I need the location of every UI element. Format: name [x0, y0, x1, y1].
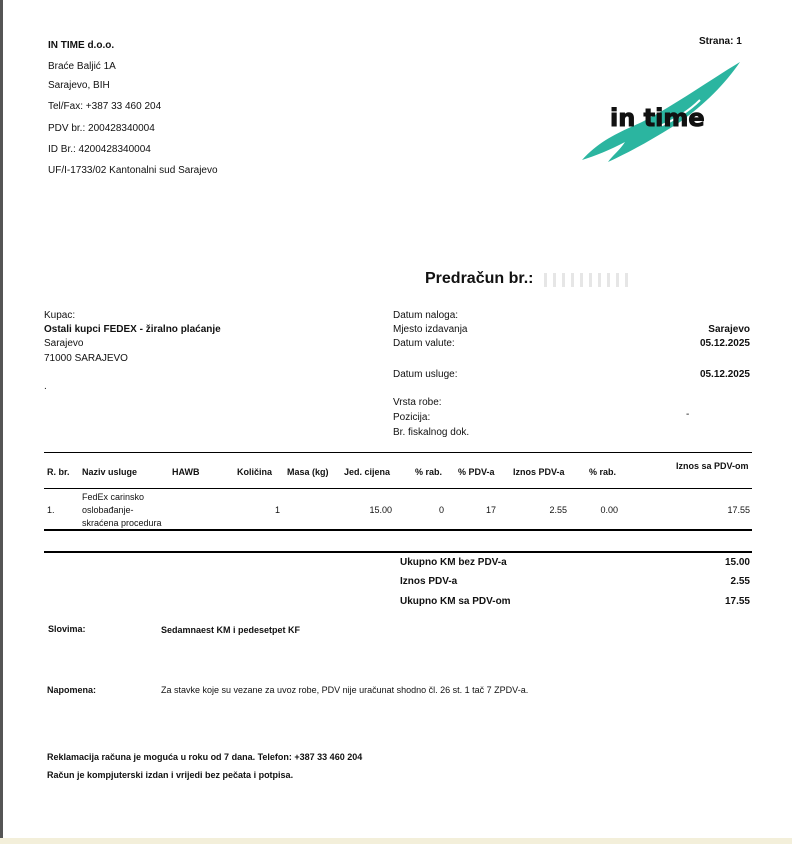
- total-net-value: 15.00: [724, 557, 750, 568]
- place-label: Mjesto izdavanja: [393, 324, 468, 335]
- footer-complaint: Reklamacija računa je moguća u roku od 7 dana. Telefon: +387 33 460 204: [47, 752, 363, 762]
- row-no: 1.: [47, 505, 55, 515]
- row-unit-price: 15.00: [369, 505, 392, 515]
- company-address: Braće Baljić 1A: [48, 61, 116, 72]
- total-net-label: Ukupno KM bez PDV-a: [400, 557, 507, 568]
- customer-label: Kupac:: [44, 310, 76, 321]
- table-top-rule: [44, 452, 752, 453]
- totals-top-rule: [44, 551, 752, 553]
- service-date-label: Datum usluge:: [393, 369, 458, 380]
- header-bottom-rule: [44, 488, 752, 489]
- col-header-mass: Masa (kg): [287, 467, 329, 477]
- note-value: Za stavke koje su vezane za uvoz robe, PDV nije uračunat shodno čl. 26 st. 1 tač 7 ZPDV-a.: [161, 685, 529, 695]
- position-label: Pozicija:: [393, 412, 431, 423]
- service-date: 05.12.2025: [699, 369, 750, 380]
- col-header-discount: % rab.: [415, 467, 443, 477]
- customer-extra: .: [44, 381, 47, 392]
- row-service-line1: FedEx carinsko: [82, 492, 145, 502]
- document-title: Predračun br.:: [425, 270, 534, 287]
- col-header-total: Iznos sa PDV-om: [676, 461, 749, 471]
- col-header-qty: Količina: [237, 467, 273, 477]
- window-left-edge: [0, 0, 3, 844]
- in-time-logo: [580, 60, 745, 166]
- customer-postal: 71000 SARAJEVO: [44, 353, 128, 364]
- row-vat-amount: 2.55: [549, 505, 567, 515]
- fiscal-label: Br. fiskalnog dok.: [393, 427, 470, 438]
- place-value: Sarajevo: [708, 324, 750, 335]
- goods-label: Vrsta robe:: [393, 397, 442, 408]
- redacted-invoice-number: [538, 273, 634, 287]
- col-header-no: R. br.: [47, 467, 70, 477]
- value-date: 05.12.2025: [699, 338, 750, 349]
- row-discount2: 0.00: [600, 505, 618, 515]
- customer-name: Ostali kupci FEDEX - žiralno plaćanje: [44, 324, 221, 335]
- company-name: IN TIME d.o.o.: [48, 40, 115, 51]
- footer-validity: Račun je kompjuterski izdan i vrijedi bez pečata i potpisa.: [47, 770, 294, 780]
- col-header-unit-price: Jed. cijena: [344, 467, 391, 477]
- row-service-line3: skraćena procedura: [82, 518, 162, 528]
- col-header-hawb: HAWB: [172, 467, 200, 477]
- row-vat-pct: 17: [485, 505, 496, 515]
- words-value: Sedamnaest KM i pedesetpet KF: [161, 625, 301, 635]
- total-vat-label: Iznos PDV-a: [400, 576, 458, 587]
- col-header-vat-amount: Iznos PDV-a: [513, 467, 565, 477]
- window-bottom-edge: [0, 838, 792, 844]
- row-discount: 0: [438, 505, 444, 515]
- table-bottom-rule: [44, 529, 752, 531]
- position-value: -: [686, 409, 690, 420]
- col-header-service: Naziv usluge: [82, 467, 138, 477]
- company-court: UF/I-1733/02 Kantonalni sud Sarajevo: [48, 165, 218, 176]
- words-label: Slovima:: [48, 624, 86, 634]
- value-date-label: Datum valute:: [393, 338, 455, 349]
- col-header-discount2: % rab.: [589, 467, 617, 477]
- page-number: Strana: 1: [699, 36, 742, 47]
- order-date-label: Datum naloga:: [393, 310, 459, 321]
- company-id: ID Br.: 4200428340004: [48, 144, 151, 155]
- row-service-line2: oslobađanje-: [82, 505, 134, 515]
- company-vat: PDV br.: 200428340004: [48, 123, 155, 134]
- note-label: Napomena:: [47, 685, 97, 695]
- col-header-vat-pct: % PDV-a: [458, 467, 495, 477]
- total-gross-value: 17.55: [724, 596, 750, 607]
- company-phone: Tel/Fax: +387 33 460 204: [48, 101, 162, 112]
- row-total: 17.55: [727, 505, 750, 515]
- customer-city: Sarajevo: [44, 338, 84, 349]
- total-gross-label: Ukupno KM sa PDV-om: [400, 596, 511, 607]
- company-city: Sarajevo, BIH: [48, 80, 110, 91]
- logo-text: in time: [610, 104, 705, 132]
- row-qty: 1: [274, 505, 280, 515]
- total-vat-value: 2.55: [730, 576, 750, 587]
